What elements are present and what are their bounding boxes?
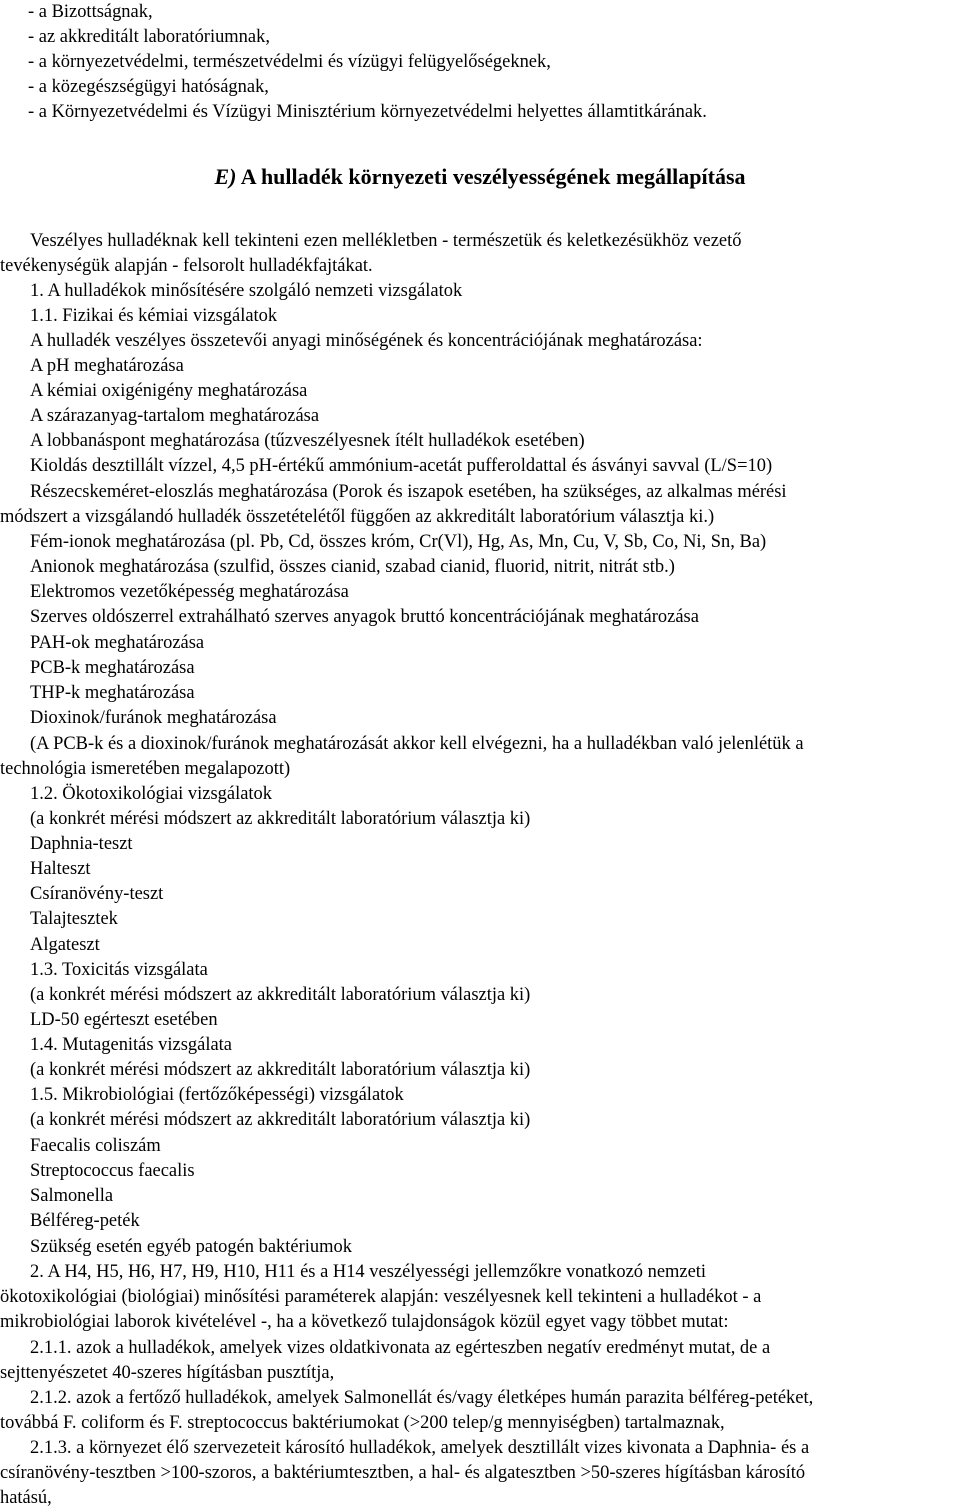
list-item-continuation: módszert a vizsgálandó hulladék összetételétől függően az akkreditált laboratórium választja ki.): [0, 507, 715, 527]
list-item: Fém-ionok meghatározása (pl. Pb, Cd, összes króm, Cr(Vl), Hg, As, Mn, Cu, V, Sb, Co, Ni, Sn, Ba): [30, 532, 767, 552]
section-letter: E): [214, 164, 237, 189]
list-item: Elektromos vezetőképesség meghatározása: [30, 582, 349, 602]
list-item: A pH meghatározása: [30, 356, 184, 376]
list-item: Részecskeméret-eloszlás meghatározása (Porok és iszapok esetében, ha szükséges, az alkalmas mérési: [30, 482, 787, 502]
section-title: A hulladék környezeti veszélyességének megállapítása: [240, 164, 746, 189]
list-item: Kioldás desztillált vízzel, 4,5 pH-értékű ammónium-acetát pufferoldattal és ásványi savval (L/S=10): [30, 456, 773, 476]
list-item: A szárazanyag-tartalom meghatározása: [30, 406, 320, 426]
subsection-heading: 1.1. Fizikai és kémiai vizsgálatok: [30, 306, 278, 326]
list-item: Anionok meghatározása (szulfid, összes cianid, szabad cianid, fluorid, nitrit, nitrát stb.): [30, 557, 675, 577]
note-line-continuation: technológia ismeretében megalapozott): [0, 759, 291, 779]
paragraph-line: ökotoxikológiai (biológiai) minősítési paraméterek alapján: veszélyesnek kell tekinteni a hulladékot - a: [0, 1287, 762, 1307]
clause-continuation: hatású,: [0, 1488, 52, 1508]
clause-continuation: csíranövény-tesztben >100-szoros, a baktériumtesztben, a hal- és algatesztben >50-szeres hígításban károsító: [0, 1463, 806, 1483]
clause-line: 2.1.2. azok a fertőző hulladékok, amelyek Salmonellát és/vagy életképes humán parazita bélféreg-petéket,: [30, 1388, 814, 1408]
subsection-heading: 1.3. Toxicitás vizsgálata: [30, 960, 208, 980]
list-item: Algateszt: [30, 935, 100, 955]
list-item: A lobbanáspont meghatározása (tűzveszélyesnek ítélt hulladékok esetében): [30, 431, 585, 451]
list-item: THP-k meghatározása: [30, 683, 195, 703]
list-item: Szerves oldószerrel extrahálható szerves anyagok bruttó koncentrációjának meghatározása: [30, 607, 699, 627]
recipient-list-item: - a Környezetvédelmi és Vízügyi Minisztérium környezetvédelmi helyettes államtitkárának.: [28, 102, 707, 122]
list-item: Csíranövény-teszt: [30, 884, 164, 904]
list-item: Bélféreg-peték: [30, 1211, 140, 1231]
clause-continuation: továbbá F. coliform és F. streptococcus baktériumokat (>200 telep/g mennyiségben) tartalmaznak,: [0, 1413, 725, 1433]
list-item: LD-50 egérteszt esetében: [30, 1010, 218, 1030]
note-line: (a konkrét mérési módszert az akkreditált laboratórium választja ki): [30, 985, 531, 1005]
list-item: Halteszt: [30, 859, 91, 879]
subsection-heading: 1. A hulladékok minősítésére szolgáló nemzeti vizsgálatok: [30, 281, 463, 301]
list-item: Dioxinok/furánok meghatározása: [30, 708, 277, 728]
subsection-heading: 1.2. Ökotoxikológiai vizsgálatok: [30, 784, 273, 804]
subsection-heading: 1.5. Mikrobiológiai (fertőzőképességi) vizsgálatok: [30, 1085, 404, 1105]
recipient-list-item: - az akkreditált laboratóriumnak,: [28, 27, 270, 47]
note-line: (a konkrét mérési módszert az akkreditált laboratórium választja ki): [30, 809, 531, 829]
note-line: (A PCB-k és a dioxinok/furánok meghatározását akkor kell elvégezni, ha a hulladékban való jelenlétük a: [30, 734, 804, 754]
list-item: Daphnia-teszt: [30, 834, 133, 854]
recipient-list-item: - a Bizottságnak,: [28, 2, 153, 22]
note-line: (a konkrét mérési módszert az akkreditált laboratórium választja ki): [30, 1060, 531, 1080]
list-item: Salmonella: [30, 1186, 114, 1206]
list-item: Szükség esetén egyéb patogén baktériumok: [30, 1237, 352, 1257]
note-line: (a konkrét mérési módszert az akkreditált laboratórium választja ki): [30, 1110, 531, 1130]
clause-line: 2.1.3. a környezet élő szervezeteit károsító hulladékok, amelyek desztillált vizes kivonata a Daphnia- és a: [30, 1438, 810, 1458]
list-item: A kémiai oxigénigény meghatározása: [30, 381, 308, 401]
list-item: Talajtesztek: [30, 909, 118, 929]
subsection-heading: 2. A H4, H5, H6, H7, H9, H10, H11 és a H14 veszélyességi jellemzőkre vonatkozó nemzeti: [30, 1262, 707, 1282]
recipient-list-item: - a közegészségügyi hatóságnak,: [28, 77, 269, 97]
recipient-list-item: - a környezetvédelmi, természetvédelmi és vízügyi felügyelőségeknek,: [28, 52, 551, 72]
paragraph-line: Veszélyes hulladéknak kell tekinteni ezen mellékletben - természetük és keletkezésükhöz vezető: [30, 231, 742, 251]
section-heading: [0, 162, 960, 192]
list-item: Streptococcus faecalis: [30, 1161, 195, 1181]
clause-line: 2.1.1. azok a hulladékok, amelyek vizes oldatkivonata az egérteszben negatív eredményt mutat, de a: [30, 1338, 771, 1358]
paragraph-line: tevékenységük alapján - felsorolt hulladékfajtákat.: [0, 256, 373, 276]
list-item: PCB-k meghatározása: [30, 658, 195, 678]
paragraph-line: mikrobiológiai laborok kivételével -, ha a következő tulajdonságok közül egyet vagy többet mutat:: [0, 1312, 729, 1332]
list-item: PAH-ok meghatározása: [30, 633, 205, 653]
clause-continuation: sejttenyészetet 40-szeres hígításban pusztítja,: [0, 1363, 335, 1383]
paragraph-line: A hulladék veszélyes összetevői anyagi minőségének és koncentrációjának meghatározása:: [30, 331, 703, 351]
list-item: Faecalis coliszám: [30, 1136, 161, 1156]
subsection-heading: 1.4. Mutagenitás vizsgálata: [30, 1035, 232, 1055]
